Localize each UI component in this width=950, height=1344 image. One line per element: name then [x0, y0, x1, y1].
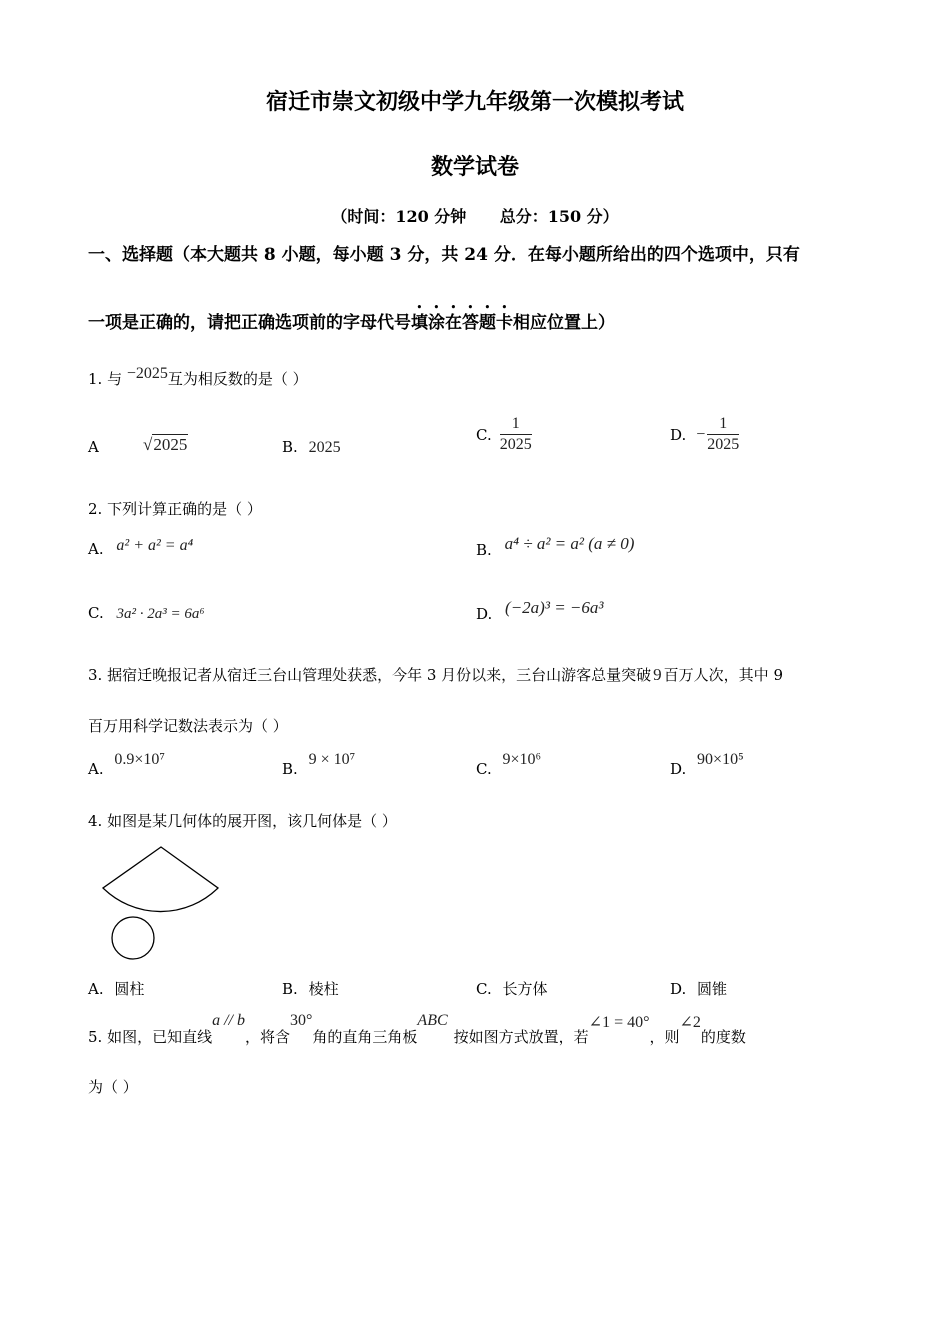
q5-math: a // b [212, 1012, 245, 1029]
q2-option-a[interactable] [88, 537, 194, 559]
q1-option-b[interactable] [282, 438, 341, 457]
option-value: 圆柱 [114, 980, 145, 998]
option-letter: A. [88, 980, 104, 998]
option-value: a² + a² = a⁴ [116, 537, 194, 554]
option-letter: B. [476, 541, 492, 559]
q5-math: ∠1 = 40° [588, 1014, 650, 1031]
q1-option-a-value: √2025 [143, 435, 188, 454]
fraction [500, 414, 532, 455]
q2-option-b[interactable] [476, 534, 635, 560]
q3-math: 9 [653, 665, 662, 684]
q1-math: −2025 [126, 365, 168, 382]
option-letter: C. [476, 425, 492, 444]
q4-option-a[interactable] [88, 978, 144, 999]
q3-option-a[interactable] [88, 751, 165, 779]
section-heading-part: 一项是正确的，请把正确选项前的字母代号 [88, 313, 411, 333]
option-letter: D. [670, 760, 687, 778]
q3-option-b[interactable] [282, 751, 356, 779]
question-5 [88, 1012, 746, 1047]
fraction-numerator: 1 [511, 415, 520, 432]
section-heading: 一、选择题（本大题共 8 小题，每小题 3 分，共 24 分．在每小题所给出的四个选项中，只有 [88, 245, 800, 265]
q3-option-c[interactable] [476, 751, 542, 779]
fraction-denominator: 2025 [707, 436, 740, 453]
q5-math: 30° [290, 1012, 313, 1029]
option-letter: A [88, 438, 99, 456]
q4-option-b[interactable] [282, 978, 339, 999]
q4-option-d[interactable] [670, 978, 727, 999]
option-value: a⁴ ÷ a² = a² (a ≠ 0) [504, 534, 635, 553]
option-letter: C. [88, 604, 104, 622]
cone-sector [103, 847, 218, 912]
option-letter: C. [476, 980, 492, 998]
q2-option-c[interactable] [88, 604, 205, 623]
option-value: 2025 [308, 439, 341, 456]
option-letter: B. [282, 438, 298, 456]
question-3-line2: 百万用科学记数法表示为（ ） [88, 717, 288, 735]
q1-suffix: 互为相反数的是（ ） [167, 370, 308, 388]
option-value: 圆锥 [697, 980, 728, 998]
exam-title: 宿迁市崇文初级中学九年级第一次模拟考试 [265, 89, 684, 115]
q5-math: ABC [417, 1012, 448, 1029]
exam-subtitle: 数学试卷 [430, 154, 519, 180]
q5-text: 按如图方式放置，若 [453, 1028, 589, 1046]
option-value: (−2a)³ = −6a³ [505, 598, 604, 617]
section-heading-part: 相应位置上） [513, 313, 615, 333]
q1-prefix: 1. 与 [88, 370, 123, 388]
section-heading-line2 [88, 303, 615, 333]
q1-option-a[interactable] [88, 438, 99, 456]
q5-text: 5. 如图，已知直线 [88, 1028, 213, 1046]
q1-option-d[interactable] [670, 414, 739, 455]
question-3 [88, 664, 783, 685]
option-value: 棱柱 [308, 980, 339, 998]
option-value: 9×10⁶ [502, 751, 542, 768]
q5-text: 角的直角三角板 [312, 1028, 418, 1046]
cone-net-figure [95, 840, 225, 965]
q5-text: 的度数 [700, 1028, 746, 1046]
exam-meta: （时间：120 分钟 总分：150 分） [331, 207, 619, 226]
radicand: 2025 [153, 435, 188, 454]
option-value: 9 × 10⁷ [308, 751, 356, 768]
q3-text: 百万人次，其中 9 [663, 666, 783, 684]
option-letter: D. [670, 425, 687, 444]
q5-math: ∠2 [679, 1014, 701, 1031]
question-4: 4. 如图是某几何体的展开图，该几何体是（ ） [88, 812, 397, 830]
emphasized-text: 填涂在答题卡 [411, 313, 513, 333]
question-2: 2. 下列计算正确的是（ ） [88, 500, 262, 518]
option-letter: D. [476, 605, 493, 623]
option-letter: B. [282, 760, 298, 778]
q3-option-d[interactable] [670, 751, 744, 779]
option-letter: B. [282, 980, 298, 998]
q5-text: ，则 [649, 1028, 680, 1046]
fraction-denominator: 2025 [499, 436, 532, 453]
fraction [707, 414, 739, 455]
option-value: 0.9×10⁷ [114, 751, 165, 768]
option-value: 3a² · 2a³ = 6a⁶ [116, 606, 205, 622]
option-letter: A. [88, 760, 104, 778]
question-1 [88, 365, 308, 389]
minus-sign: − [696, 425, 706, 443]
q5-text: ，将含 [244, 1028, 290, 1046]
q1-option-c[interactable] [476, 414, 532, 455]
option-letter: D. [670, 980, 687, 998]
cone-base-circle [112, 917, 154, 959]
option-letter: C. [476, 760, 492, 778]
option-value: 90×10⁵ [697, 751, 744, 768]
q3-text: 3. 据宿迁晚报记者从宿迁三台山管理处获悉，今年 3 月份以来，三台山游客总量突破 [88, 666, 652, 684]
option-letter: A. [88, 540, 104, 558]
option-value: 长方体 [502, 980, 548, 998]
fraction-numerator: 1 [719, 415, 728, 432]
q4-option-c[interactable] [476, 978, 548, 999]
question-5-line2: 为（ ） [88, 1078, 138, 1096]
q2-option-d[interactable] [476, 598, 604, 623]
